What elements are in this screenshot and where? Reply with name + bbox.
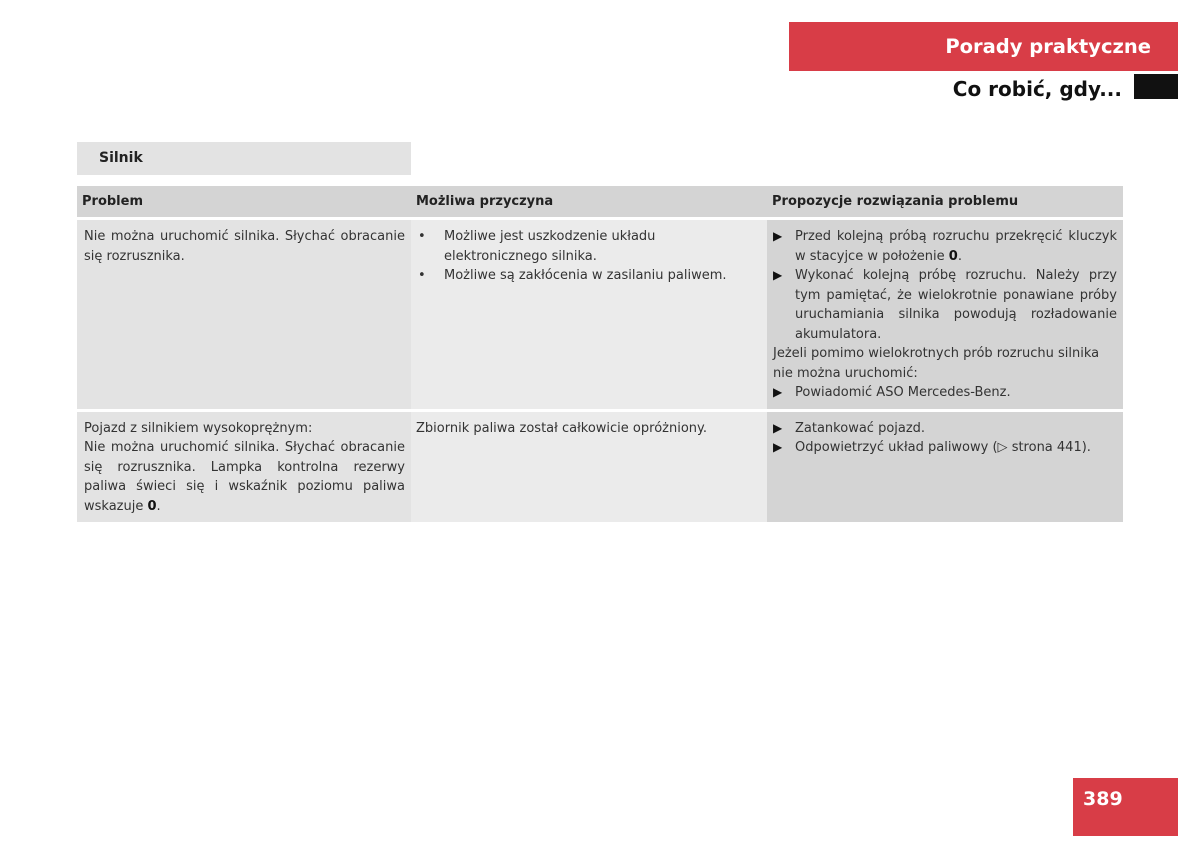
position-value: 0 (948, 248, 958, 264)
list-item (416, 227, 761, 266)
problem-cell (77, 412, 411, 523)
step-text: Wykonać kolejną próbę rozruchu. Należy przy tym pamiętać, że wielokrotnie ponawiane próby uruchamiania silnika powodują rozładowanie akumulatora. (795, 268, 1117, 342)
header-solution: Propozycje rozwiązania problemu (772, 194, 1019, 209)
step-text: Odpowietrzyć układ paliwowy ( (795, 440, 998, 455)
bullet-icon: • (418, 268, 426, 283)
arrow-right-icon: ▶ (773, 420, 783, 435)
cause-text: Możliwe są zakłócenia w zasilaniu paliwem. (444, 268, 727, 283)
problem-end: . (156, 498, 161, 514)
section-title: Porady praktyczne (945, 35, 1151, 58)
solution-step (773, 383, 1117, 403)
troubleshooting-table (77, 186, 1123, 522)
solution-note: Jeżeli pomimo wielokrotnych prób rozruchu silnika nie można uruchomić: (773, 346, 1100, 381)
section-marker (1134, 74, 1178, 99)
problem-text: Nie można uruchomić silnika. Słychać obracanie się rozrusznika. (84, 229, 405, 264)
page-number-text: 389 (1083, 788, 1123, 810)
page-number (1073, 778, 1178, 836)
step-end: . (957, 248, 962, 264)
table-row (77, 217, 1123, 409)
list-item (416, 266, 761, 286)
cause-cell (411, 412, 767, 523)
header-problem: Problem (82, 194, 143, 209)
cause-text: Zbiornik paliwa został całkowicie opróżniony. (416, 420, 707, 436)
solution-cell (767, 412, 1123, 523)
table-row (77, 409, 1123, 523)
bullet-icon: • (418, 229, 426, 244)
page-reference-icon: ▷ (997, 440, 1012, 455)
solution-step (773, 438, 1117, 458)
cause-text: Możliwe jest uszkodzenie układu elektronicznego silnika. (444, 229, 656, 264)
cause-cell (411, 220, 767, 409)
step-text: Przed kolejną próbą rozruchu przekręcić kluczyk w stacyjce w położenie (795, 229, 1117, 264)
table-title: Silnik (77, 142, 411, 175)
section-banner (789, 22, 1178, 71)
table-header-row (77, 186, 1123, 217)
subsection-title: Co robić, gdy... (952, 77, 1122, 101)
solution-step (773, 266, 1117, 344)
step-text: Powiadomić ASO Mercedes-Benz. (795, 385, 1011, 400)
step-end: ). (1081, 440, 1091, 455)
solution-step (773, 419, 1117, 439)
arrow-right-icon: ▶ (773, 229, 783, 243)
arrow-right-icon: ▶ (773, 385, 783, 399)
arrow-right-icon: ▶ (773, 268, 783, 282)
gauge-value: 0 (147, 498, 157, 514)
step-text: Zatankować pojazd. (795, 420, 926, 436)
problem-cell (77, 220, 411, 409)
solution-cell (767, 220, 1123, 409)
page-reference[interactable]: strona 441 (1011, 440, 1082, 455)
arrow-right-icon: ▶ (773, 440, 783, 454)
solution-step (773, 227, 1117, 266)
problem-text: Nie można uruchomić silnika. Słychać obracanie się rozrusznika. Lampka kontrolna rezerwy paliwa świeci się i wskaźnik poziomu paliwa wskazuje (84, 440, 405, 514)
header-cause: Możliwa przyczyna (416, 194, 554, 209)
problem-heading: Pojazd z silnikiem wysokoprężnym: (84, 420, 313, 436)
